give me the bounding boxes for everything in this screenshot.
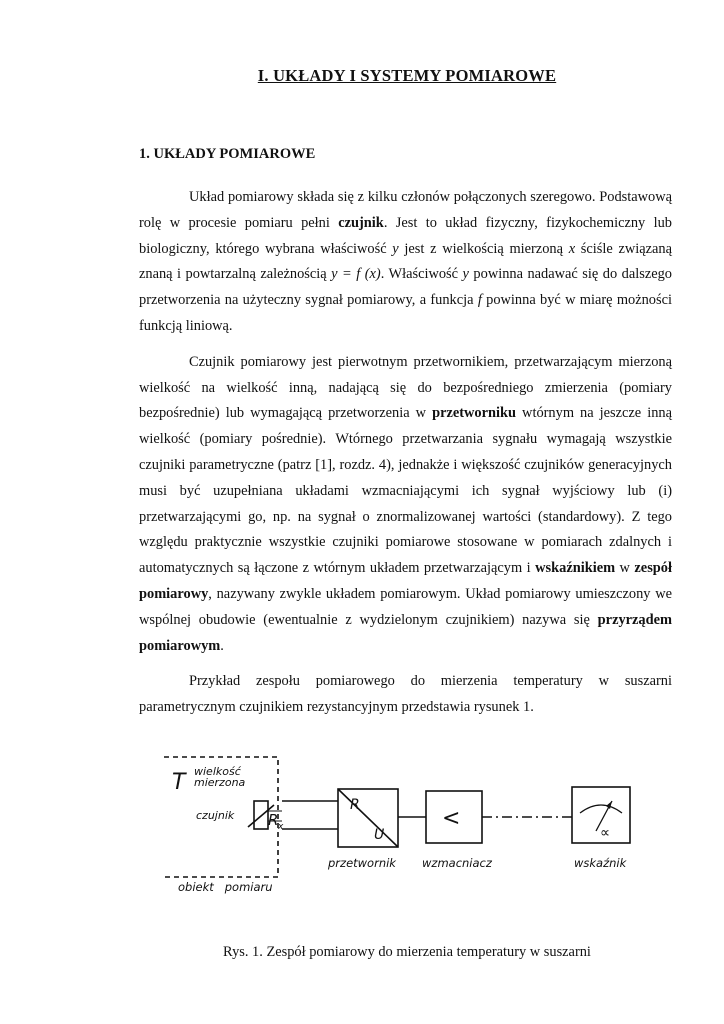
paragraph-3: Przykład zespołu pomiarowego do mierzenia temperatury w suszarni parametrycznym czujnikiem rezystancyjnym przedstawia rysunek 1. [139, 673, 672, 716]
label-rx-sub: x [278, 822, 284, 832]
figure-1 [160, 745, 646, 905]
meter-scale [580, 805, 622, 813]
chapter-title: I. UKŁADY I SYSTEMY POMIAROWE [257, 66, 557, 85]
label-czujnik: czujnik [196, 809, 235, 822]
meter-symbol: ∝ [600, 825, 611, 841]
term-czujnik: czujnik [338, 214, 384, 231]
term-wskaznik: wskaźnikiem [535, 560, 616, 577]
label-wskaznik: wskaźnik [574, 856, 627, 870]
figure-caption: Rys. 1. Zespół pomiarowy do mierzenia temperatury w suszarni [223, 944, 591, 960]
term-zespol-pomiarowy: zespół pomiarowy [139, 560, 672, 602]
label-rx: R [268, 811, 279, 829]
label-conv-R: R [350, 797, 360, 813]
amplifier-symbol: < [442, 806, 461, 831]
label-wielkosc: wielkość [194, 765, 241, 778]
measurement-diagram [160, 745, 646, 905]
section-heading: 1. UKŁADY POMIAROWE [139, 146, 316, 162]
label-wzmacniacz: wzmacniacz [422, 856, 492, 870]
equation: y = f (x) [331, 266, 381, 283]
label-przetwornik: przetwornik [328, 856, 396, 870]
label-conv-U: U [374, 827, 385, 843]
label-mierzona: mierzona [194, 776, 246, 789]
term-przyrzad-pomiarowy: przyrządem pomiarowym [139, 611, 672, 654]
paragraph-2: Czujnik pomiarowy jest pierwotnym przetwornikiem, przetwarzającym mierzoną wielkość na wielkość inną, nadającą się do bezpośredniego zmierzenia (pomiary bezpośrednie) lub wymagającą przetworzenia w przetworniku wtórnym na jeszcze inną wielkość (pomiary pośrednie). Wtórnego przetwarzania sygnału wymagają wszystkie czujniki parametryczne (patrz [1], rozdz. 4), jednakże i większość czujników generacyjnych musi być uzupełniana układami wzmacniającymi ich sygnał wyjściowy lub (i) przetwarzającymi go, np. na sygnał o znormalizowanej wartości (standardowy). Z tego względu praktycznie wszystkie czujniki pomiarowe stosowane w pomiarach zdalnych i automatycznych są łączone z wtórnym układem przetwarzającym i wskaźnikiem w zespół pomiarowy, nazywany zwykle układem pomiarowym. Układ pomiarowy umieszczony we wspólnej obudowie (ewentualnie z wydzielonym czujnikiem) nazywa się przyrządem pomiarowym. [139, 353, 672, 654]
label-T: T [172, 770, 186, 795]
label-obiekt-pomiaru: obiekt pomiaru [178, 880, 273, 894]
term-przetwornik: przetworniku [432, 405, 517, 422]
paragraph-1: Układ pomiarowy składa się z kilku członów połączonych szeregowo. Podstawową rolę w procesie pomiaru pełni czujnik. Jest to układ fizyczny, fizykochemiczny lub biologiczny, którego wybrana właściwość y jest z wielkością mierzoną x ściśle związaną znaną i powtarzalną zależnością y = f (x). Właściwość y powinna nadawać się do dalszego przetworzenia na użyteczny sygnał pomiarowy, a funkcja f powinna być w miarę możności funkcją liniową. [139, 189, 672, 334]
converter-diagonal [338, 789, 398, 847]
body-text [139, 185, 672, 721]
